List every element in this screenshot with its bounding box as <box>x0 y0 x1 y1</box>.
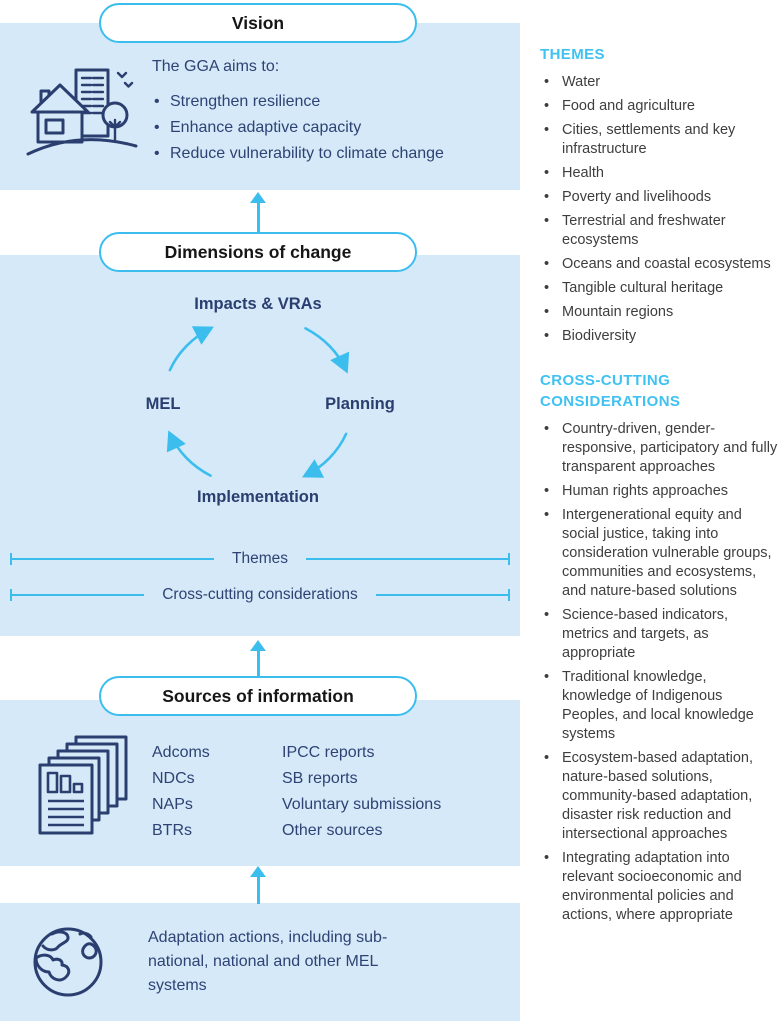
vision-bullet: • Strengthen resilience <box>152 89 502 115</box>
cross-cutting-item: • Traditional knowledge, knowledge of Indigenous Peoples, and local knowledge systems <box>540 668 778 744</box>
sources-column-1 <box>152 740 210 844</box>
adaptation-actions-text: Adaptation actions, including sub-national, national and other MEL systems <box>148 929 388 994</box>
theme-item: • Food and agriculture <box>540 97 778 116</box>
arrow-shaft <box>257 651 260 677</box>
dimensions-pill <box>99 232 417 272</box>
theme-item: • Health <box>540 164 778 183</box>
cross-cutting-item: • Ecosystem-based adaptation, nature-based solutions, community-based adaptation, disaster risk reduction and intersectional approaches <box>540 749 778 844</box>
band-line <box>12 594 144 596</box>
sources-pill-label: Sources of information <box>162 685 354 706</box>
source-item: Voluntary submissions <box>282 796 442 813</box>
source-item: SB reports <box>282 770 358 787</box>
sources-column-2 <box>282 740 441 844</box>
band-end-tick <box>508 553 510 565</box>
cycle-node-planning: Planning <box>325 395 395 413</box>
cross-cutting-band-label: Cross-cutting considerations <box>162 586 358 603</box>
arrow-shaft <box>257 877 260 904</box>
cycle-node-implementation: Implementation <box>197 488 319 506</box>
cycle-node-impacts-vras: Impacts & VRAs <box>194 295 322 313</box>
vision-intro: The GGA aims to: <box>152 58 280 75</box>
cross-cutting-band <box>10 586 510 604</box>
source-item: Adcoms <box>152 744 210 761</box>
source-item: BTRs <box>152 822 192 839</box>
source-item: IPCC reports <box>282 744 375 761</box>
cross-cutting-item: • Science-based indicators, metrics and targets, as appropriate <box>540 606 778 663</box>
arrow-head-icon <box>250 866 266 877</box>
arrow-head-icon <box>250 640 266 651</box>
cross-cutting-item: • Intergenerational equity and social justice, taking into consideration vulnerable groups, communities and ecosystems, and nature-based solutions <box>540 506 778 601</box>
arrow-up-to-sources <box>250 866 266 904</box>
theme-item: • Tangible cultural heritage <box>540 279 778 298</box>
band-line <box>12 558 214 560</box>
band-end-tick <box>508 589 510 601</box>
source-item: NAPs <box>152 796 193 813</box>
vision-bullet: • Enhance adaptive capacity <box>152 115 502 141</box>
dimensions-pill-label: Dimensions of change <box>164 241 352 262</box>
vision-content <box>152 58 502 167</box>
themes-list <box>540 73 778 346</box>
band-line <box>306 558 508 560</box>
vision-bullet: • Reduce vulnerability to climate change <box>152 141 502 167</box>
cross-cutting-item: • Human rights approaches <box>540 482 778 501</box>
themes-band <box>10 550 510 568</box>
house-city-icon <box>26 64 138 160</box>
theme-item: • Oceans and coastal ecosystems <box>540 255 778 274</box>
documents-stack-icon <box>30 733 135 841</box>
band-line <box>376 594 508 596</box>
theme-item: • Water <box>540 73 778 92</box>
sources-pill <box>99 676 417 716</box>
arrow-up-to-dimensions <box>250 640 266 677</box>
arrow-shaft <box>257 203 260 233</box>
cross-cutting-list <box>540 420 778 925</box>
arrow-head-icon <box>250 192 266 203</box>
themes-band-label: Themes <box>232 550 288 567</box>
theme-item: • Mountain regions <box>540 303 778 322</box>
source-item: NDCs <box>152 770 195 787</box>
cross-cutting-item: • Integrating adaptation into relevant socioeconomic and environmental policies and actions, where appropriate <box>540 849 778 925</box>
theme-item: • Biodiversity <box>540 327 778 346</box>
theme-item: • Poverty and livelihoods <box>540 188 778 207</box>
right-panel <box>540 44 778 930</box>
theme-item: • Terrestrial and freshwater ecosystems <box>540 212 778 250</box>
cross-cutting-item: • Country-driven, gender-responsive, participatory and fully transparent approaches <box>540 420 778 477</box>
cross-cutting-heading: CROSS-CUTTING CONSIDERATIONS <box>540 372 681 410</box>
source-item: Other sources <box>282 822 383 839</box>
theme-item: • Cities, settlements and key infrastructure <box>540 121 778 159</box>
globe-icon <box>28 922 108 1002</box>
cycle-node-mel: MEL <box>145 395 181 413</box>
vision-pill <box>99 3 417 43</box>
vision-bullet-list <box>152 89 502 167</box>
vision-pill-label: Vision <box>231 12 285 33</box>
arrow-up-to-vision <box>250 192 266 233</box>
themes-heading: THEMES <box>540 46 605 63</box>
